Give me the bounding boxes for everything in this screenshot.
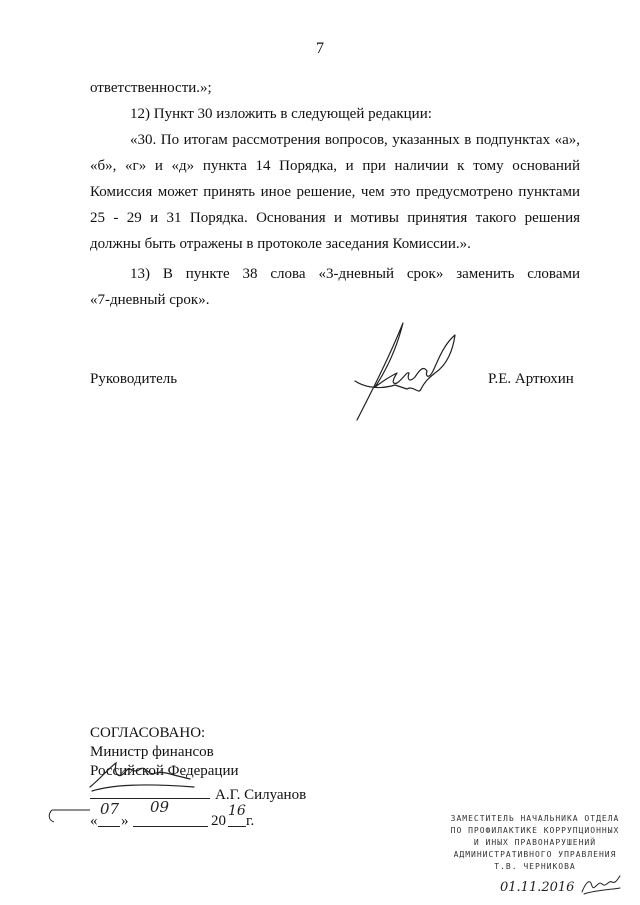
item-13-line-2: «7-дневный срок». (90, 292, 210, 308)
item-30-line-1: «30. По итогам рассмотрения вопросов, указанных в подпунктах «а», (130, 132, 580, 148)
date-year-prefix: 20 (211, 813, 226, 829)
stamp-signature (578, 872, 624, 898)
item-30-line-4: 25 - 29 и 31 Порядка. Основания и мотивы принятия такого решения (90, 210, 580, 226)
stamp-line-3: И ИНЫХ ПРАВОНАРУШЕНИЙ (473, 838, 597, 847)
date-year-suffix: г. (246, 813, 255, 829)
item-30-line-2: «б», «г» и «д» пункта 14 Порядка, и при наличии к тому оснований (90, 158, 580, 174)
item-30-line-5: должны быть отражены в протоколе заседания Комиссии.». (90, 236, 471, 252)
item-12-intro: 12) Пункт 30 изложить в следующей редакции: (130, 106, 432, 122)
margin-mark (46, 806, 96, 826)
signature-artyukhin (335, 315, 465, 430)
date-month-line (133, 826, 208, 827)
stamp-line-1: ЗАМЕСТИТЕЛЬ НАЧАЛЬНИКА ОТДЕЛА (450, 814, 620, 823)
date-month-handwritten: 09 (150, 798, 170, 816)
signer-position: Руководитель (90, 371, 178, 387)
stamp-line-2: ПО ПРОФИЛАКТИКЕ КОРРУПЦИОННЫХ (450, 826, 620, 835)
stamp-line-4: АДМИНИСТРАТИВНОГО УПРАВЛЕНИЯ (453, 850, 617, 859)
approval-line-2: Российской Федерации (90, 763, 239, 779)
text-line-continuation: ответственности.»; (90, 80, 212, 96)
stamp-handwritten-date: 01.11.2016 (500, 880, 575, 895)
item-30-line-3: Комиссия может принять иное решение, чем это предусмотрено пунктами (90, 184, 580, 200)
approval-line-1: Министр финансов (90, 744, 214, 760)
date-open-quote: « (90, 813, 98, 829)
approver-name: А.Г. Силуанов (215, 787, 307, 803)
date-day-handwritten: 07 (100, 800, 120, 818)
page-number: 7 (316, 40, 324, 57)
item-13-line-1: 13) В пункте 38 слова «3-дневный срок» заменить словами (130, 266, 580, 282)
date-year-line (228, 826, 246, 827)
official-stamp (450, 813, 620, 873)
stamp-line-5: Т.В. ЧЕРНИКОВА (494, 862, 576, 871)
date-year-handwritten: 16 (228, 803, 246, 819)
approval-heading: СОГЛАСОВАНО: (90, 725, 206, 741)
date-close-quote: » (121, 813, 129, 829)
date-day-line (98, 826, 120, 827)
signature-siluanov (82, 757, 202, 797)
signer-name: Р.Е. Артюхин (488, 371, 574, 387)
